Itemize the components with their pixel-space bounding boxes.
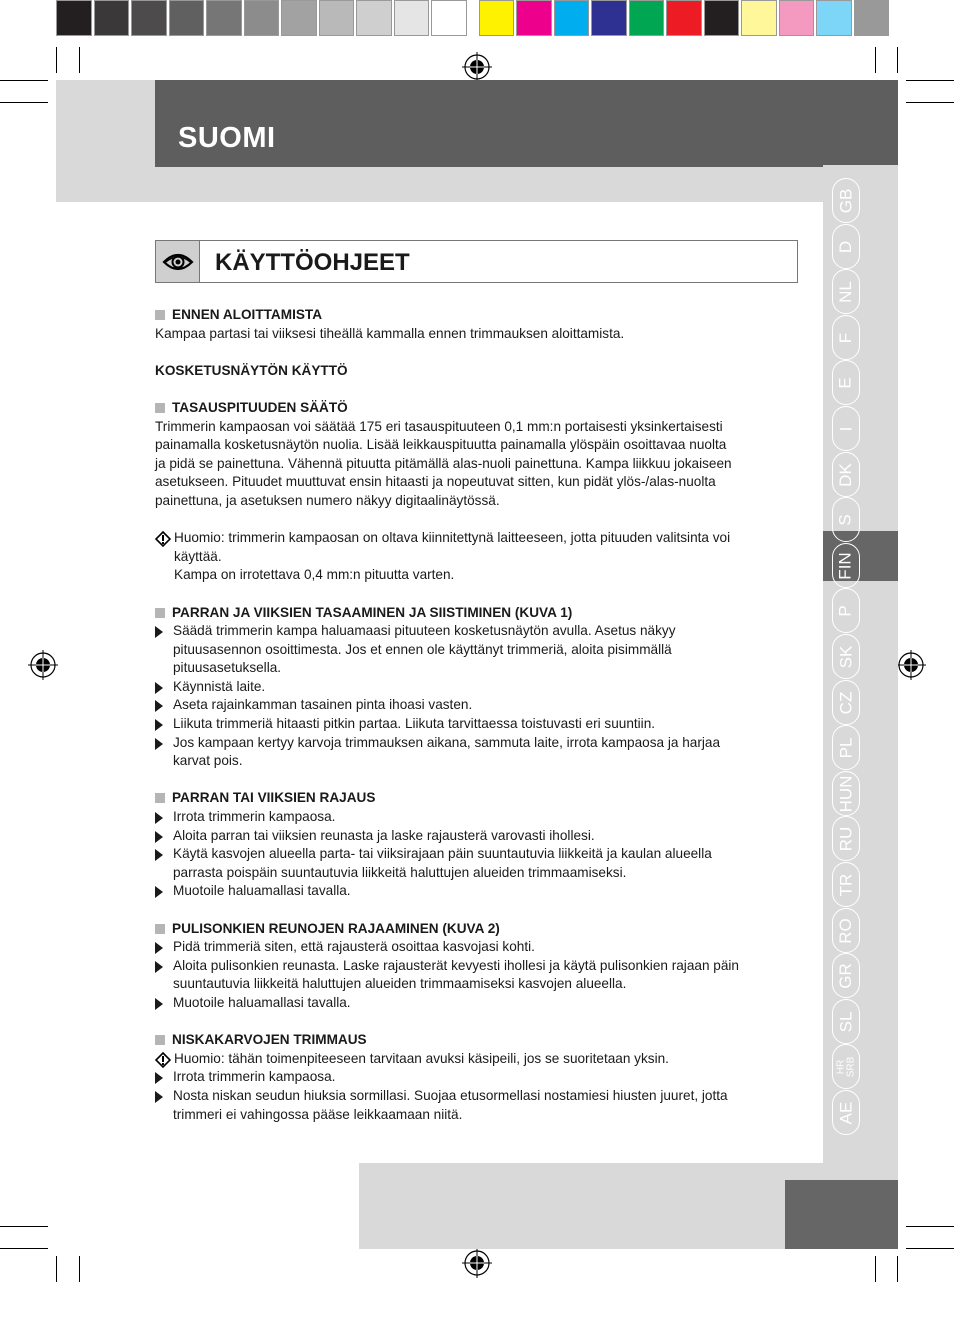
list-item: Muotoile haluamallasi tavalla. xyxy=(155,882,800,901)
crop-mark xyxy=(906,1248,954,1249)
language-tab-sl[interactable] xyxy=(832,999,860,1044)
language-tab-label: FIN xyxy=(836,551,856,580)
language-tab-pl[interactable] xyxy=(832,725,860,770)
language-tab-p[interactable] xyxy=(832,588,860,633)
crop-mark xyxy=(875,1256,876,1282)
language-tab-nl[interactable] xyxy=(832,269,860,314)
crop-mark xyxy=(906,80,954,81)
language-tab-label: F xyxy=(835,332,855,343)
list-item: Irrota trimmerin kampaosa. xyxy=(155,1068,800,1087)
bullet-arrow-icon xyxy=(155,942,163,954)
bullet-arrow-icon xyxy=(155,831,163,843)
color-swatch xyxy=(281,0,317,36)
language-tab-label: E xyxy=(836,376,855,389)
heading-touchscreen: KOSKETUSNÄYTÖN KÄYTTÖ xyxy=(155,362,348,378)
list-item: Säädä trimmerin kampa haluamaasi pituuteen kosketusnäytön avulla. Asetus näkyy pituusasennon osoittimesta. Jos et ennen ole käyttänyt trimmeriä, aloita pisimmällä pituusasetuksella. xyxy=(155,622,800,678)
color-swatch xyxy=(356,0,392,36)
language-tab-label: GB xyxy=(836,188,855,213)
language-tab-label: SK xyxy=(836,645,855,668)
heading-before-start: ENNEN ALOITTAMISTA xyxy=(155,306,800,325)
color-swatch xyxy=(779,0,815,36)
color-swatch xyxy=(319,0,355,36)
section-title: KÄYTTÖOHJEET xyxy=(215,249,410,276)
crop-mark xyxy=(875,47,876,73)
language-tab-i[interactable] xyxy=(832,406,860,451)
crop-mark xyxy=(897,47,898,73)
color-swatch xyxy=(479,0,515,36)
color-swatch xyxy=(169,0,205,36)
crop-mark xyxy=(906,102,954,103)
registration-mark-icon xyxy=(462,1248,492,1278)
list-item: Aseta rajainkamman tasainen pinta ihoasi vasten. xyxy=(155,696,800,715)
color-swatch xyxy=(131,0,167,36)
list-item: Liikuta trimmeriä hitaasti pitkin partaa. Liikuta tarvittaessa toistuvasti eri suuntiin. xyxy=(155,715,800,734)
color-swatch xyxy=(56,0,92,36)
registration-mark-icon xyxy=(28,650,58,680)
crop-mark xyxy=(79,1256,80,1282)
bullet-arrow-icon xyxy=(155,849,163,861)
language-tab-label: SL xyxy=(835,1011,855,1032)
list-item: Muotoile haluamallasi tavalla. xyxy=(155,994,800,1013)
paragraph-line: asetukseen. Pituudet muuttuvat ensin hitaasti ja nopeutuvat sitten, kun pidät ylös-/alas-nuolta xyxy=(155,474,716,490)
list-item: Pidä trimmeriä siten, että rajausterä osoittaa kasvojasi kohti. xyxy=(155,938,800,957)
language-tab-gb[interactable] xyxy=(832,178,860,223)
language-tab-label: S xyxy=(836,513,855,526)
page-number-block xyxy=(785,1180,898,1249)
language-tab-label: AE xyxy=(836,1101,855,1124)
language-tab-label: TR xyxy=(835,873,855,896)
color-swatch xyxy=(704,0,740,36)
language-tab-hun[interactable] xyxy=(832,771,860,816)
language-tab-label: HUN xyxy=(836,775,855,812)
language-tab-label: DK xyxy=(836,462,855,487)
language-tab-label: I xyxy=(835,426,855,431)
color-swatch xyxy=(854,0,890,36)
crop-mark xyxy=(0,80,48,81)
registration-mark-icon xyxy=(462,52,492,82)
language-tab-ru[interactable] xyxy=(832,816,860,861)
color-swatch xyxy=(94,0,130,36)
list-item: Käynnistä laite. xyxy=(155,678,800,697)
color-swatch xyxy=(816,0,852,36)
language-tab-label: NL xyxy=(835,280,855,303)
color-swatch xyxy=(244,0,280,36)
bullet-arrow-icon xyxy=(155,1091,163,1103)
bullet-arrow-icon xyxy=(155,1072,163,1084)
color-swatch xyxy=(666,0,702,36)
language-tab-label: CZ xyxy=(835,691,855,714)
crop-mark xyxy=(906,1226,954,1227)
list-item: Aloita parran tai viiksien reunasta ja laske rajausterä varovasti ihollesi. xyxy=(155,827,800,846)
language-tab-tr[interactable] xyxy=(832,862,860,907)
color-swatch xyxy=(394,0,430,36)
language-tab-s[interactable] xyxy=(832,497,860,542)
heading-sideburns: PULISONKIEN REUNOJEN RAJAAMINEN (KUVA 2) xyxy=(155,920,800,939)
language-tab-fin[interactable] xyxy=(832,543,860,588)
paragraph-line: Trimmerin kampaosan voi säätää 175 eri tasauspituuteen 0,1 mm:n portaisesti yksinkertaisesti xyxy=(155,418,723,434)
list-item: Aloita pulisonkien reunasta. Laske rajausterät kevyesti ihollesi ja käytä pulisonkien rajaan päin suuntautuvia liikkeitä haluttujen alueiden trimmaamiseksi kasvojen alueella. xyxy=(155,957,800,994)
paragraph-line: painettuna, ja asetuksen numero näkyy digitaalinäytössä. xyxy=(155,492,500,508)
language-tab-label: P xyxy=(836,604,855,617)
bullet-arrow-icon xyxy=(155,738,163,750)
crop-mark xyxy=(0,102,48,103)
list-item: Irrota trimmerin kampaosa. xyxy=(155,808,800,827)
bullet-arrow-icon xyxy=(155,626,163,638)
crop-mark xyxy=(0,1248,48,1249)
color-swatch xyxy=(629,0,665,36)
language-tab-e[interactable] xyxy=(832,360,860,405)
language-tab-label: RO xyxy=(836,917,855,944)
bullet-arrow-icon xyxy=(155,998,163,1010)
crop-mark xyxy=(79,47,80,73)
warning-icon xyxy=(155,531,171,547)
bullet-arrow-icon xyxy=(155,886,163,898)
language-tab-label: PL xyxy=(835,737,855,758)
color-swatch xyxy=(591,0,627,36)
language-tab-gr[interactable] xyxy=(832,953,860,998)
language-tab-label: HR SRB xyxy=(835,1056,856,1077)
note: Huomio: tähän toimenpiteeseen tarvitaan avuksi käsipeili, jos se suoritetaan yksin. xyxy=(155,1050,800,1069)
list-item: Nosta niskan seudun hiuksia sormillasi. Suojaa etusormellasi nostamiesi hiusten juuret, jotta trimmeri ei vahingossa pääse leikkaamaan niitä. xyxy=(155,1087,800,1124)
crop-mark xyxy=(897,1256,898,1282)
color-swatch xyxy=(431,0,467,36)
bullet-arrow-icon xyxy=(155,682,163,694)
list-item: Käytä kasvojen alueella parta- tai viiksirajaan päin suuntautuvia liikkeitä ja kaulan alueella parrasta poispäin suuntautuvia liikkeitä haluttujen alueiden trimmaamiseksi. xyxy=(155,845,800,882)
color-calibration-bar xyxy=(56,0,891,38)
language-tab-f[interactable] xyxy=(832,315,860,360)
language-tab-ae[interactable] xyxy=(832,1090,860,1135)
bullet-arrow-icon xyxy=(155,700,163,712)
crop-mark xyxy=(56,1256,57,1282)
color-swatch xyxy=(206,0,242,36)
section-header xyxy=(155,240,798,283)
crop-mark xyxy=(0,1226,48,1227)
eye-icon xyxy=(156,241,200,282)
bullet-arrow-icon xyxy=(155,719,163,731)
bullet-arrow-icon xyxy=(155,812,163,824)
heading-outline: PARRAN TAI VIIKSIEN RAJAUS xyxy=(155,789,800,808)
color-swatch xyxy=(554,0,590,36)
crop-mark xyxy=(56,47,57,73)
language-tab-label: D xyxy=(836,240,855,253)
warning-icon xyxy=(155,1052,171,1068)
paragraph: Kampaa partasi tai viiksesi tiheällä kammalla ennen trimmauksen aloittamista. xyxy=(155,325,625,341)
paragraph-line: ja pidä se painettuna. Vähennä pituutta pitämällä alas-nuoli painettuna. Kampa liikkuu jokaiseen xyxy=(155,455,732,471)
language-tab-sk[interactable] xyxy=(832,634,860,679)
language-tab-cz[interactable] xyxy=(832,680,860,725)
language-tab-dk[interactable] xyxy=(832,452,860,497)
language-tab-d[interactable] xyxy=(832,224,860,269)
language-tab-label: GR xyxy=(836,962,855,989)
note: Huomio: trimmerin kampaosan on oltava kiinnitettynä laitteeseen, jotta pituuden valitsinta voi käyttää. Kampa on irrotettava 0,4 mm:n pituutta varten. xyxy=(155,529,800,585)
language-tab-ro[interactable] xyxy=(832,908,860,953)
list-item: Jos kampaan kertyy karvoja trimmauksen aikana, sammuta laite, irrota kampaosa ja harjaa karvat pois. xyxy=(155,734,800,771)
instructions-body xyxy=(155,306,800,1124)
heading-beard-trimming: PARRAN JA VIIKSIEN TASAAMINEN JA SIISTIMINEN (KUVA 1) xyxy=(155,604,800,623)
bullet-arrow-icon xyxy=(155,961,163,973)
paragraph-line: painamalla kosketusnäytön nuolia. Lisää leikkauspituutta painamalla ylöspäin osoittavaa nuolta xyxy=(155,437,727,453)
heading-neckline: NISKAKARVOJEN TRIMMAUS xyxy=(155,1031,800,1050)
page-title: SUOMI xyxy=(178,122,276,154)
language-tab-label: RU xyxy=(836,826,855,851)
registration-mark-icon xyxy=(896,650,926,680)
language-tab-hr-srb[interactable] xyxy=(832,1044,860,1089)
color-swatch xyxy=(741,0,777,36)
color-swatch xyxy=(516,0,552,36)
heading-length-setting: TASAUSPITUUDEN SÄÄTÖ xyxy=(155,399,800,418)
